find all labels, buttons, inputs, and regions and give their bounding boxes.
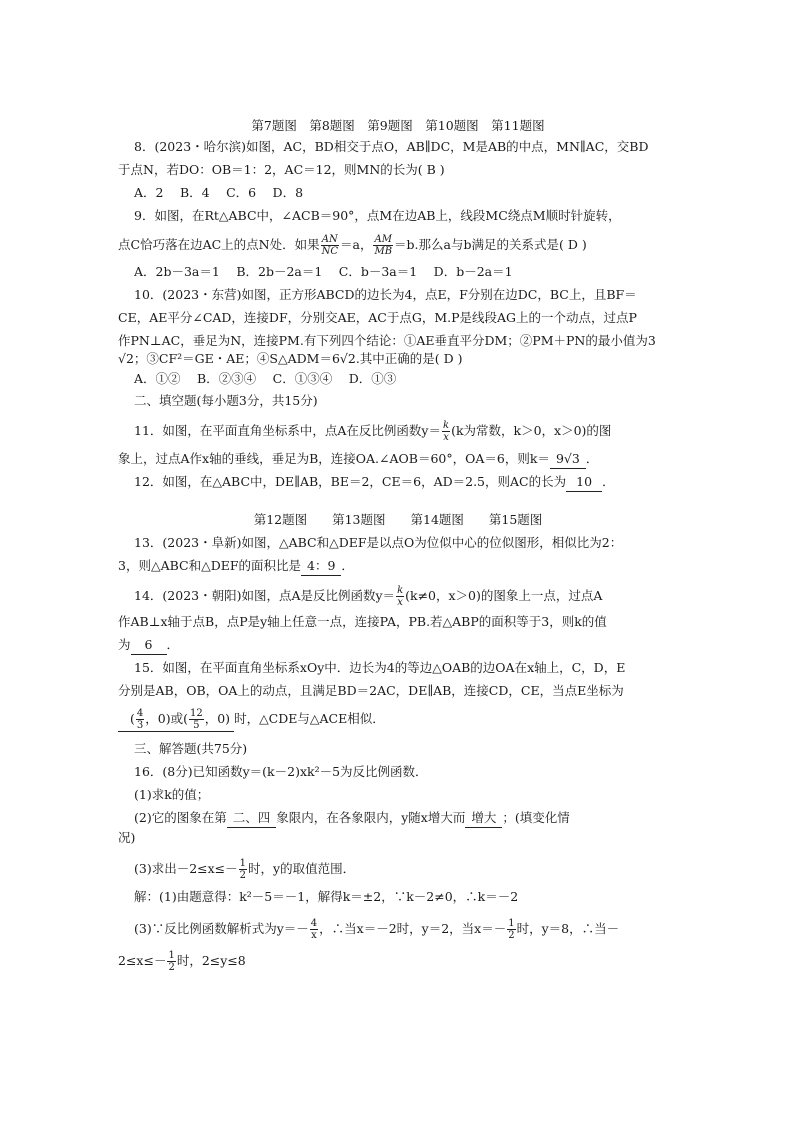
- figure-captions-row2: 第12题图 第13题图 第14题图 第15题图: [253, 512, 543, 527]
- q11-line1: 11．如图，在平面直角坐标系中，点A在反比例函数y＝ $\frac{k}{x}$ (k为常数，k＞0，x＞0)的图: [134, 420, 612, 443]
- q15-answer: ( $\frac{4}{3}$ ，0)或( $\frac{12}{5}$ ，0): [118, 708, 234, 732]
- q16-answer-trend: 增大: [465, 809, 502, 828]
- fraction-k-x: $\frac{k}{x}$: [443, 420, 450, 443]
- q10-line3: 作PN⊥AC，垂足为N，连接PM.有下列四个结论：①AE垂直平分DM；②PM＋PN的最小值为3: [118, 333, 656, 348]
- q16-solution-1: 解：(1)由题意得：k²－5＝－1，解得k＝±2，∵k－2≠0，∴k＝－2: [134, 889, 519, 904]
- q15-line2: 分别是AB，OB，OA上的动点，且满足BD＝2AC，DE∥AB，连接CD，CE，当点E坐标为: [118, 683, 624, 698]
- fraction-1-2: $\frac{1}{2}$: [239, 858, 247, 881]
- q8-options: A．2 B．4 C．6 D．8: [134, 185, 304, 200]
- q12-line1: 12．如图，在△ABC中，DE∥AB，BE＝2，CE＝6，AD＝2.5，则AC的长为 10 ．: [134, 473, 694, 492]
- q16-part1: (1)求k的值；: [134, 787, 210, 802]
- section-fill-in: 二、填空题(每小题3分，共15分): [134, 393, 318, 408]
- fraction-an-nc: $\frac{AN}{NC}$: [321, 234, 338, 257]
- section-solutions: 三、解答题(共75分): [134, 741, 248, 756]
- q14-answer: 6: [131, 636, 167, 655]
- q16-part3: (3)求出－2≤x≤－ $\frac{1}{2}$ 时，y的取值范围．: [134, 858, 356, 881]
- q14-line3: 为 6 ．: [118, 636, 678, 655]
- q10-line4: √2；③CF²＝GE・AE；④S△ADM＝6√2.其中正确的是( D ): [118, 351, 463, 366]
- q11-answer: 9√3: [550, 450, 586, 469]
- q16-part2-cont: 况): [118, 830, 136, 845]
- q16-line1: 16．(8分)已知函数y＝(k－2)xk²－5为反比例函数．: [134, 764, 428, 779]
- q13-line2: 3，则△ABC和△DEF的面积比是 4：9 ．: [118, 557, 678, 576]
- q9-line2: 点C恰巧落在边AC上的点N处．如果 $\frac{AN}{NC}$ ＝a， $\frac{AM}{MB}$ ＝b.那么a与b满足的关系式是( D ): [118, 234, 587, 257]
- q16-answer-quadrants: 二、四: [227, 809, 277, 828]
- q15-line1: 15．如图，在平面直角坐标系xOy中．边长为4的等边△OAB的边OA在x轴上，C，D，E: [134, 660, 626, 675]
- fraction-k-x-q14: $\frac{k}{x}$: [397, 585, 404, 608]
- q16-solution-3-cont: 2≤x≤－ $\frac{1}{2}$ 时，2≤y≤8: [118, 950, 246, 973]
- fraction-am-mb: $\frac{AM}{MB}$: [374, 234, 393, 257]
- q10-line2: CE，AE平分∠CAD，连接DF，分别交AE，AC于点G，M.P是线段AG上的一个动点，过点P: [118, 310, 637, 325]
- q11-line2: 象上，过点A作x轴的垂线，垂足为B，连接OA.∠AOB＝60°，OA＝6，则k＝ 9√3 ．: [118, 450, 678, 469]
- q9-line1: 9．如图，在Rt△ABC中，∠ACB＝90°，点M在边AB上，线段MC绕点M顺时针旋转，: [134, 208, 621, 223]
- q10-line1: 10．(2023・东营)如图，正方形ABCD的边长为4，点E，F分别在边DC，BC上，且BF＝: [134, 287, 637, 302]
- q16-part2: (2)它的图象在第 二、四 象限内，在各象限内，y随x增大而 增大 ；(填变化情: [134, 809, 694, 828]
- q14-line2: 作AB⊥x轴于点B，点P是y轴上任意一点，连接PA，PB.若△ABP的面积等于3，则k的值: [118, 614, 607, 629]
- figure-captions-row1: 第7题图 第8题图 第9题图 第10题图 第11题图: [251, 118, 545, 133]
- q8-line1: 8．(2023・哈尔滨)如图，AC，BD相交于点O，AB∥DC，M是AB的中点，MN∥AC，交BD: [134, 139, 649, 154]
- q12-answer: 10: [566, 473, 602, 492]
- q8-line2: 于点N，若DO：OB＝1：2，AC＝12，则MN的长为( B ): [118, 162, 445, 177]
- q15-line3: ( $\frac{4}{3}$ ，0)或( $\frac{12}{5}$ ，0) 时，△CDE与△ACE相似．: [118, 708, 678, 732]
- q13-answer: 4：9: [301, 557, 341, 576]
- q14-line1: 14．(2023・朝阳)如图，点A是反比例函数y＝ $\frac{k}{x}$ (k≠0，x＞0)的图象上一点，过点A: [134, 585, 603, 608]
- q10-options: A．①② B．②③④ C．①③④ D．①③: [134, 371, 397, 386]
- q16-solution-3: (3)∵反比例函数解析式为y＝－ $\frac{4}{x}$ ，∴当x＝－2时，y＝2，当x＝－ $\frac{1}{2}$ 时，y＝8，∴当－: [134, 918, 620, 941]
- q13-line1: 13．(2023・阜新)如图，△ABC和△DEF是以点O为位似中心的位似图形，相似比为2：: [134, 535, 623, 550]
- q9-options: A．2b－3a＝1 B．2b－2a＝1 C．b－3a＝1 D．b－2a＝1: [134, 264, 513, 279]
